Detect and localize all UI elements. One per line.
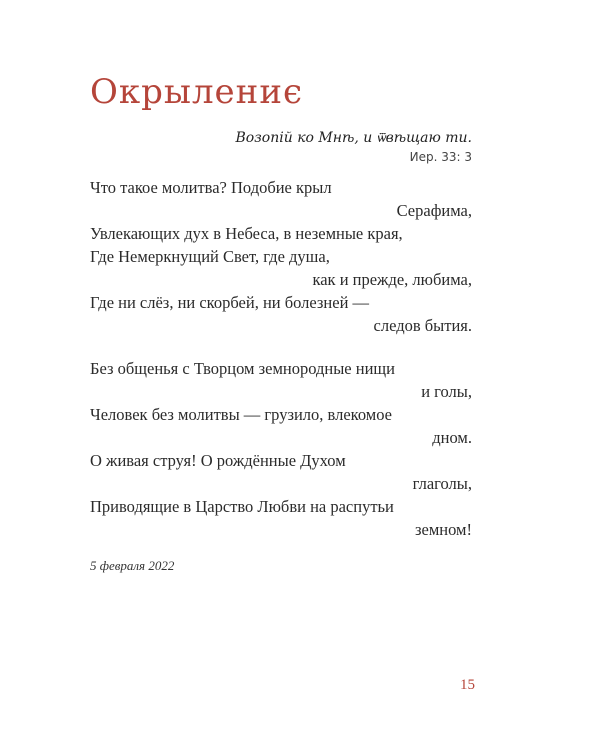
poem-title: Окрылениє	[90, 72, 304, 112]
stanza-1	[90, 176, 472, 337]
poem-line: Что такое молитва? Подобие крыл	[90, 178, 332, 197]
poem-line: Где Немеркнущий Свет, где душа,	[90, 247, 330, 266]
poem-line: Где ни слёз, ни скорбей, ни болезней —	[90, 293, 370, 312]
poem-line: О живая струя! О рождённые Духом	[90, 451, 346, 470]
poem-line: Человек без молитвы — грузило, влекомое	[90, 405, 393, 424]
page-number: 15	[460, 677, 475, 693]
poem-line: как и прежде, любима,	[312, 270, 472, 289]
poem-line: дном.	[432, 428, 472, 447]
poem-line: Серафима,	[396, 201, 472, 220]
poem-line: Без общенья с Творцом земнородные нищи	[90, 359, 395, 378]
poem-line: Увлекающих дух в Небеса, в неземные края,	[90, 224, 403, 243]
poem-date: 5 февраля 2022	[90, 558, 175, 573]
poem-line: и голы,	[421, 382, 472, 401]
poem-line: следов бытия.	[373, 316, 472, 335]
epigraph-text: Возопій ко Мнѣ, и ѿвѣщаю ти.	[235, 130, 472, 146]
epigraph-reference: Иер. 33: 3	[409, 150, 472, 164]
poem-line: глаголы,	[412, 474, 472, 493]
stanza-2	[90, 357, 472, 541]
poem-line: земном!	[415, 520, 472, 539]
poem-line: Приводящие в Царство Любви на распутьи	[90, 497, 394, 516]
